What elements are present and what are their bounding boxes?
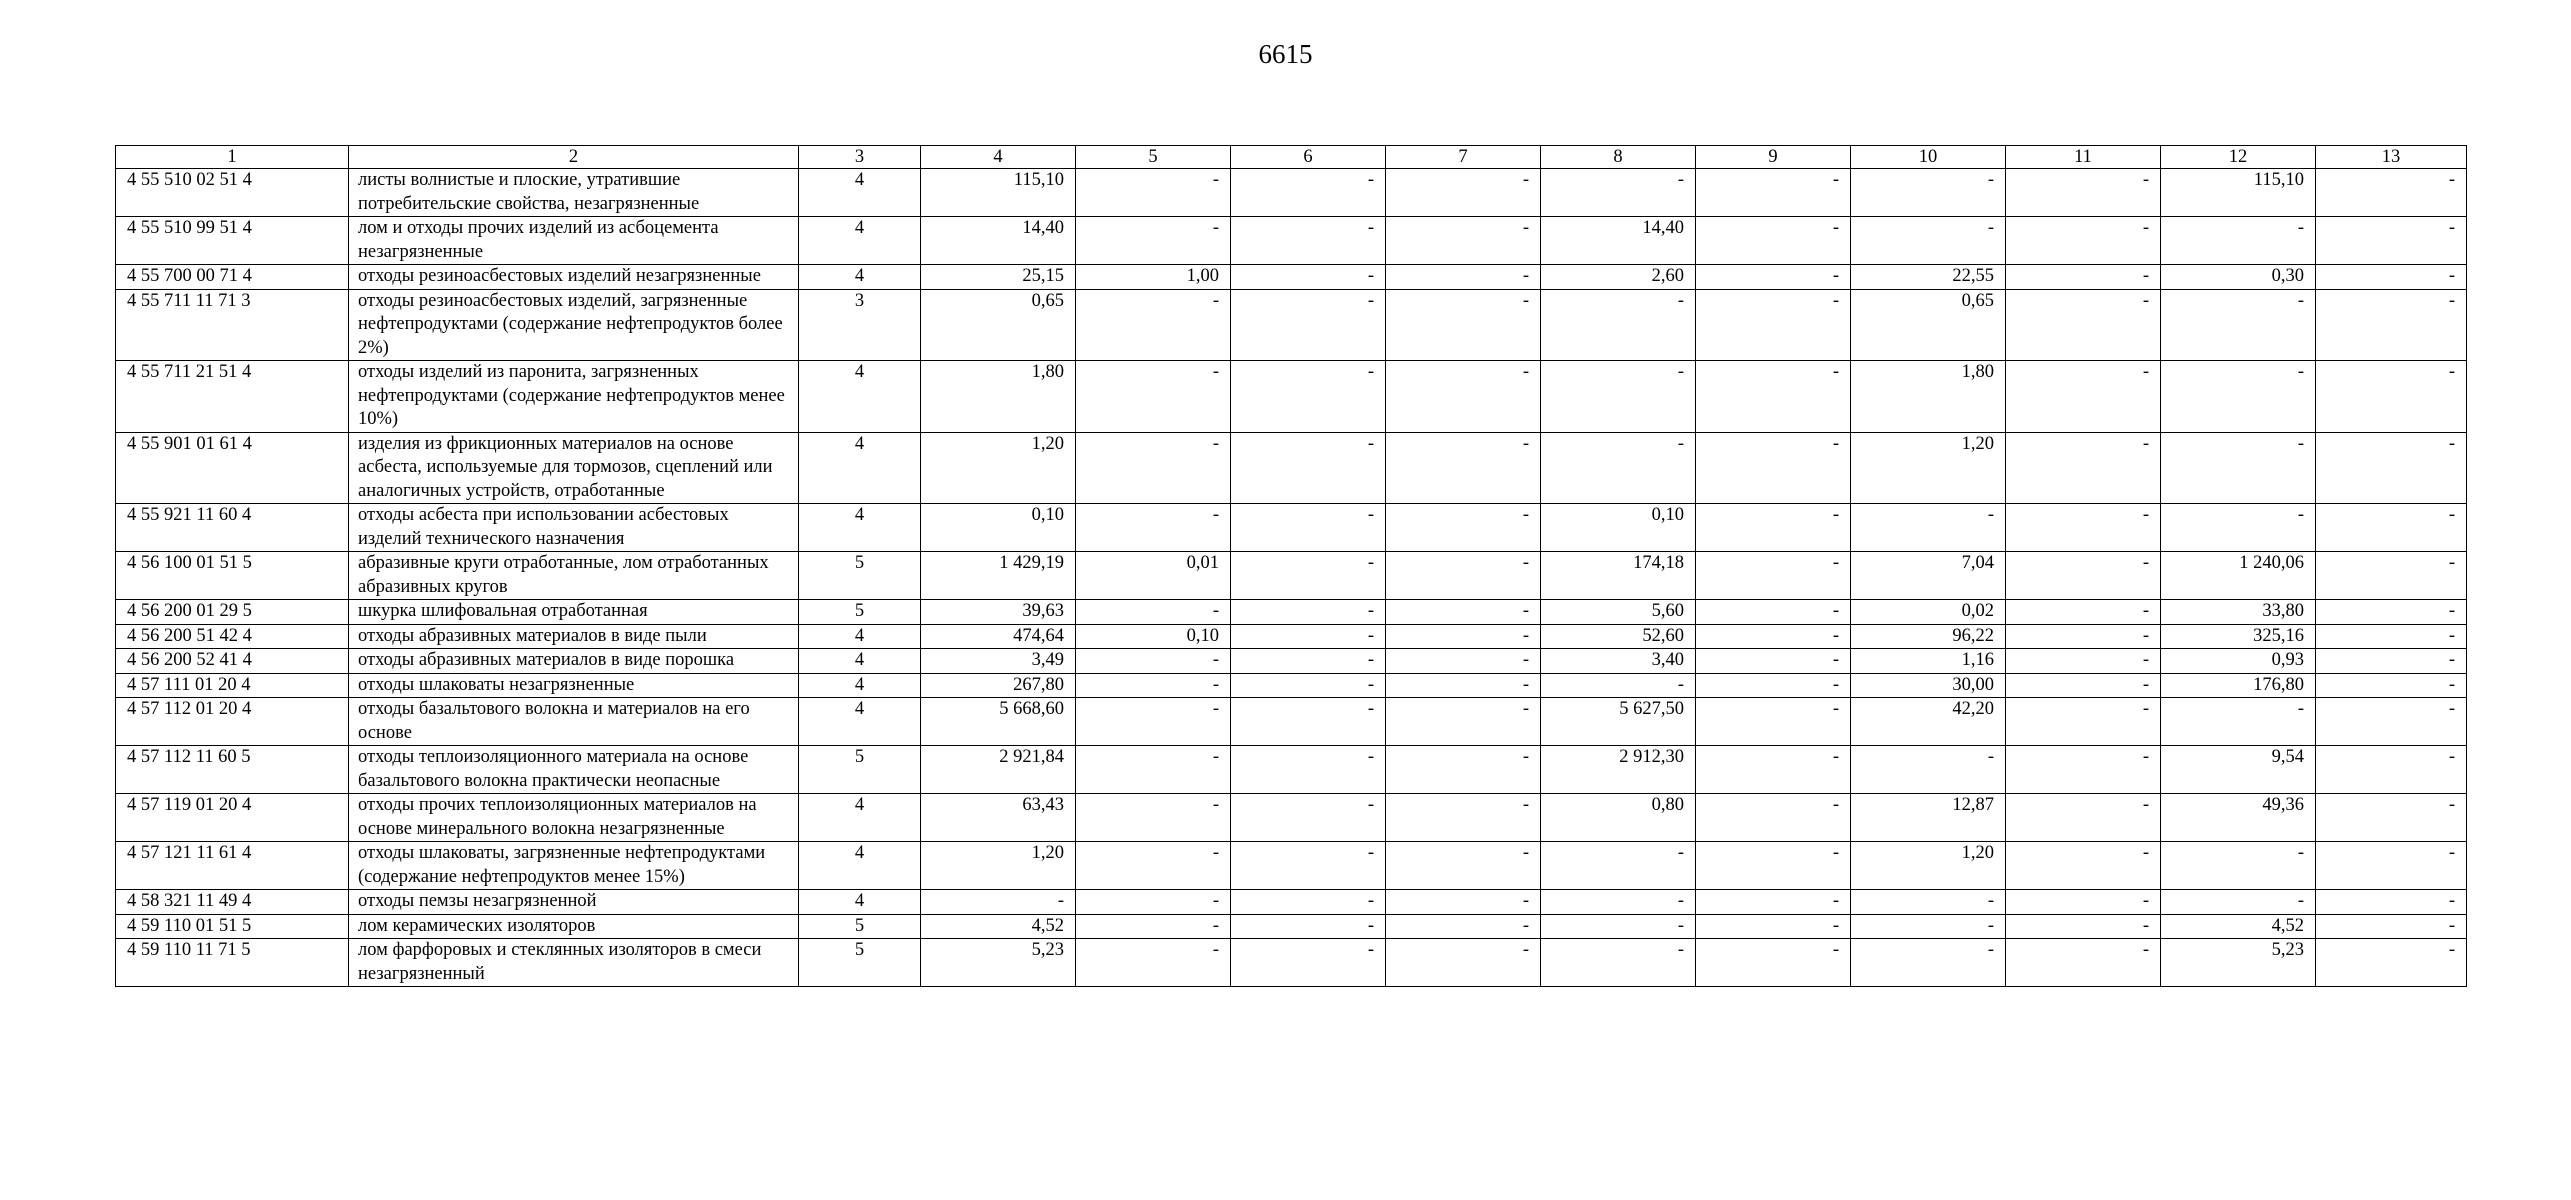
value-cell: - [1231, 361, 1386, 433]
value-cell: - [1386, 361, 1541, 433]
value-cell: - [2161, 432, 2316, 504]
value-cell: 4,52 [921, 914, 1076, 939]
waste-name-cell: отходы изделий из паронита, загрязненных нефтепродуктами (содержание нефтепродуктов менее 10%) [349, 361, 799, 433]
waste-name-cell: шкурка шлифовальная отработанная [349, 600, 799, 625]
value-cell: - [2006, 265, 2161, 290]
value-cell: - [1696, 361, 1851, 433]
value-cell: - [2316, 914, 2467, 939]
value-cell: - [2316, 939, 2467, 987]
waste-code-cell: 4 57 121 11 61 4 [116, 842, 349, 890]
column-header: 6 [1231, 146, 1386, 169]
value-cell: - [1076, 217, 1231, 265]
column-header: 1 [116, 146, 349, 169]
value-cell: - [2006, 890, 2161, 915]
value-cell: - [1851, 504, 2006, 552]
hazard-class-cell: 4 [799, 432, 921, 504]
value-cell: 1 240,06 [2161, 552, 2316, 600]
value-cell: - [2161, 842, 2316, 890]
value-cell: - [1076, 698, 1231, 746]
value-cell: - [1076, 890, 1231, 915]
waste-name-cell: отходы шлаковаты, загрязненные нефтепродуктами (содержание нефтепродуктов менее 15%) [349, 842, 799, 890]
value-cell: - [2161, 217, 2316, 265]
value-cell: - [1231, 504, 1386, 552]
value-cell: 30,00 [1851, 673, 2006, 698]
value-cell: - [1231, 432, 1386, 504]
column-header: 3 [799, 146, 921, 169]
value-cell: 9,54 [2161, 746, 2316, 794]
value-cell: 22,55 [1851, 265, 2006, 290]
value-cell: - [1386, 552, 1541, 600]
waste-code-cell: 4 56 200 52 41 4 [116, 649, 349, 674]
table-row [116, 217, 2467, 265]
value-cell: - [1076, 504, 1231, 552]
value-cell: - [1541, 842, 1696, 890]
value-cell: - [2161, 289, 2316, 361]
waste-name-cell: лом фарфоровых и стеклянных изоляторов в смеси незагрязненный [349, 939, 799, 987]
value-cell: - [1386, 289, 1541, 361]
value-cell: 14,40 [1541, 217, 1696, 265]
waste-name-cell: отходы резиноасбестовых изделий, загрязненные нефтепродуктами (содержание нефтепродуктов более 2%) [349, 289, 799, 361]
value-cell: - [1386, 914, 1541, 939]
value-cell: - [1386, 217, 1541, 265]
waste-code-cell: 4 56 100 01 51 5 [116, 552, 349, 600]
hazard-class-cell: 5 [799, 552, 921, 600]
value-cell: 96,22 [1851, 624, 2006, 649]
hazard-class-cell: 4 [799, 624, 921, 649]
waste-name-cell: отходы абразивных материалов в виде пыли [349, 624, 799, 649]
value-cell: - [1386, 600, 1541, 625]
value-cell: 2,60 [1541, 265, 1696, 290]
value-cell: 0,10 [1076, 624, 1231, 649]
table-row [116, 939, 2467, 987]
value-cell: 49,36 [2161, 794, 2316, 842]
value-cell: 0,01 [1076, 552, 1231, 600]
value-cell: - [2006, 939, 2161, 987]
value-cell: - [1231, 890, 1386, 915]
value-cell: - [1076, 361, 1231, 433]
waste-code-cell: 4 55 711 21 51 4 [116, 361, 349, 433]
value-cell: - [1386, 698, 1541, 746]
value-cell: - [1696, 289, 1851, 361]
value-cell: - [1231, 939, 1386, 987]
value-cell: - [1696, 504, 1851, 552]
value-cell: - [1076, 432, 1231, 504]
value-cell: - [2316, 649, 2467, 674]
value-cell: 0,02 [1851, 600, 2006, 625]
hazard-class-cell: 5 [799, 600, 921, 625]
value-cell: - [1696, 552, 1851, 600]
value-cell: - [1076, 600, 1231, 625]
value-cell: 474,64 [921, 624, 1076, 649]
waste-code-cell: 4 57 111 01 20 4 [116, 673, 349, 698]
table-row [116, 794, 2467, 842]
value-cell: - [1386, 432, 1541, 504]
page-number: 6615 [1258, 39, 1313, 69]
hazard-class-cell: 5 [799, 939, 921, 987]
value-cell: - [1076, 939, 1231, 987]
table-row [116, 432, 2467, 504]
value-cell: - [1696, 600, 1851, 625]
hazard-class-cell: 4 [799, 217, 921, 265]
waste-code-cell: 4 59 110 11 71 5 [116, 939, 349, 987]
waste-code-cell: 4 55 901 01 61 4 [116, 432, 349, 504]
value-cell: - [1541, 289, 1696, 361]
value-cell: - [1541, 890, 1696, 915]
value-cell: 1,20 [1851, 842, 2006, 890]
value-cell: 1,16 [1851, 649, 2006, 674]
value-cell: - [2006, 914, 2161, 939]
value-cell: - [2316, 169, 2467, 217]
value-cell: - [1076, 169, 1231, 217]
hazard-class-cell: 4 [799, 842, 921, 890]
value-cell: 12,87 [1851, 794, 2006, 842]
value-cell: 0,65 [1851, 289, 2006, 361]
value-cell: - [1696, 673, 1851, 698]
value-cell: 7,04 [1851, 552, 2006, 600]
value-cell: - [1851, 169, 2006, 217]
value-cell: 0,10 [1541, 504, 1696, 552]
value-cell: - [1541, 169, 1696, 217]
value-cell: - [2161, 890, 2316, 915]
value-cell: 115,10 [2161, 169, 2316, 217]
value-cell: - [1541, 432, 1696, 504]
value-cell: - [2006, 842, 2161, 890]
hazard-class-cell: 4 [799, 673, 921, 698]
value-cell: - [1386, 890, 1541, 915]
value-cell: 1,20 [1851, 432, 2006, 504]
value-cell: - [2316, 624, 2467, 649]
value-cell: - [1076, 649, 1231, 674]
waste-name-cell: отходы теплоизоляционного материала на основе базальтового волокна практически неопасные [349, 746, 799, 794]
value-cell: 1,20 [921, 432, 1076, 504]
table-row [116, 624, 2467, 649]
hazard-class-cell: 5 [799, 746, 921, 794]
column-header: 8 [1541, 146, 1696, 169]
waste-table [115, 145, 2467, 987]
waste-name-cell: лом и отходы прочих изделий из асбоцемента незагрязненные [349, 217, 799, 265]
value-cell: - [1231, 624, 1386, 649]
value-cell: - [2161, 698, 2316, 746]
value-cell: 2 921,84 [921, 746, 1076, 794]
value-cell: - [2316, 504, 2467, 552]
value-cell: 5,23 [2161, 939, 2316, 987]
waste-name-cell: отходы базальтового волокна и материалов на его основе [349, 698, 799, 746]
table-row [116, 914, 2467, 939]
column-header: 12 [2161, 146, 2316, 169]
value-cell: - [1076, 842, 1231, 890]
value-cell: - [1386, 939, 1541, 987]
value-cell: 3,40 [1541, 649, 1696, 674]
value-cell: 5,23 [921, 939, 1076, 987]
value-cell: - [2316, 432, 2467, 504]
waste-code-cell: 4 55 700 00 71 4 [116, 265, 349, 290]
hazard-class-cell: 4 [799, 361, 921, 433]
value-cell: - [1386, 624, 1541, 649]
value-cell: - [1386, 673, 1541, 698]
value-cell: - [2316, 552, 2467, 600]
waste-code-cell: 4 55 510 02 51 4 [116, 169, 349, 217]
waste-code-cell: 4 55 711 11 71 3 [116, 289, 349, 361]
value-cell: - [1696, 794, 1851, 842]
waste-name-cell: отходы прочих теплоизоляционных материалов на основе минерального волокна незагрязненные [349, 794, 799, 842]
value-cell: - [1231, 289, 1386, 361]
table-row [116, 361, 2467, 433]
table-row [116, 169, 2467, 217]
table-row [116, 600, 2467, 625]
value-cell: - [2316, 361, 2467, 433]
value-cell: - [2316, 265, 2467, 290]
value-cell: - [2161, 361, 2316, 433]
column-header: 7 [1386, 146, 1541, 169]
value-cell: 39,63 [921, 600, 1076, 625]
value-cell: - [1386, 842, 1541, 890]
waste-name-cell: отходы резиноасбестовых изделий незагрязненные [349, 265, 799, 290]
value-cell: - [1076, 673, 1231, 698]
column-header: 4 [921, 146, 1076, 169]
value-cell: - [1386, 649, 1541, 674]
value-cell: - [1541, 914, 1696, 939]
waste-code-cell: 4 56 200 51 42 4 [116, 624, 349, 649]
hazard-class-cell: 4 [799, 890, 921, 915]
value-cell: 1,80 [921, 361, 1076, 433]
hazard-class-cell: 5 [799, 914, 921, 939]
value-cell: 2 912,30 [1541, 746, 1696, 794]
value-cell: - [2006, 624, 2161, 649]
value-cell: - [2006, 698, 2161, 746]
value-cell: - [1386, 794, 1541, 842]
value-cell: - [921, 890, 1076, 915]
waste-name-cell: изделия из фрикционных материалов на основе асбеста, используемые для тормозов, сцеплений или аналогичных устройств, отработанные [349, 432, 799, 504]
waste-name-cell: абразивные круги отработанные, лом отработанных абразивных кругов [349, 552, 799, 600]
value-cell: - [1386, 746, 1541, 794]
value-cell: 33,80 [2161, 600, 2316, 625]
value-cell: 1 429,19 [921, 552, 1076, 600]
value-cell: 4,52 [2161, 914, 2316, 939]
value-cell: - [2316, 673, 2467, 698]
waste-name-cell: отходы шлаковаты незагрязненные [349, 673, 799, 698]
value-cell: 0,93 [2161, 649, 2316, 674]
value-cell: - [2316, 600, 2467, 625]
value-cell: - [2006, 794, 2161, 842]
value-cell: - [1696, 890, 1851, 915]
waste-name-cell: отходы абразивных материалов в виде порошка [349, 649, 799, 674]
table-row [116, 649, 2467, 674]
value-cell: - [2316, 794, 2467, 842]
value-cell: - [1696, 698, 1851, 746]
value-cell: - [2006, 217, 2161, 265]
column-header: 5 [1076, 146, 1231, 169]
value-cell: 267,80 [921, 673, 1076, 698]
value-cell: - [2316, 890, 2467, 915]
value-cell: - [1696, 432, 1851, 504]
value-cell: - [1076, 794, 1231, 842]
value-cell: - [1231, 217, 1386, 265]
value-cell: - [1851, 217, 2006, 265]
value-cell: - [1076, 289, 1231, 361]
value-cell: - [2161, 504, 2316, 552]
value-cell: 174,18 [1541, 552, 1696, 600]
value-cell: 0,10 [921, 504, 1076, 552]
value-cell: - [1851, 746, 2006, 794]
value-cell: - [1076, 914, 1231, 939]
value-cell: - [1851, 914, 2006, 939]
table-row [116, 698, 2467, 746]
hazard-class-cell: 4 [799, 649, 921, 674]
value-cell: 14,40 [921, 217, 1076, 265]
table-row [116, 265, 2467, 290]
waste-code-cell: 4 56 200 01 29 5 [116, 600, 349, 625]
value-cell: - [1386, 504, 1541, 552]
value-cell: - [1541, 361, 1696, 433]
hazard-class-cell: 4 [799, 265, 921, 290]
value-cell: 0,30 [2161, 265, 2316, 290]
value-cell: - [1231, 746, 1386, 794]
table-row [116, 890, 2467, 915]
value-cell: 0,65 [921, 289, 1076, 361]
value-cell: - [1696, 939, 1851, 987]
waste-code-cell: 4 55 510 99 51 4 [116, 217, 349, 265]
value-cell: - [2006, 746, 2161, 794]
value-cell: - [2316, 217, 2467, 265]
value-cell: - [1231, 169, 1386, 217]
value-cell: - [2316, 842, 2467, 890]
value-cell: - [2316, 746, 2467, 794]
table-row [116, 746, 2467, 794]
value-cell: - [1696, 842, 1851, 890]
value-cell: - [2006, 432, 2161, 504]
value-cell: - [1231, 794, 1386, 842]
value-cell: - [1231, 600, 1386, 625]
value-cell: 115,10 [921, 169, 1076, 217]
hazard-class-cell: 4 [799, 698, 921, 746]
value-cell: - [1231, 698, 1386, 746]
value-cell: - [2006, 649, 2161, 674]
waste-code-cell: 4 59 110 01 51 5 [116, 914, 349, 939]
value-cell: 1,00 [1076, 265, 1231, 290]
value-cell: - [1696, 649, 1851, 674]
value-cell: 3,49 [921, 649, 1076, 674]
value-cell: - [1696, 914, 1851, 939]
value-cell: - [2006, 673, 2161, 698]
value-cell: - [1696, 624, 1851, 649]
waste-name-cell: листы волнистые и плоские, утратившие потребительские свойства, незагрязненные [349, 169, 799, 217]
waste-code-cell: 4 57 119 01 20 4 [116, 794, 349, 842]
value-cell: 5,60 [1541, 600, 1696, 625]
value-cell: 0,80 [1541, 794, 1696, 842]
column-header: 11 [2006, 146, 2161, 169]
value-cell: - [1231, 649, 1386, 674]
table-row [116, 842, 2467, 890]
value-cell: - [1076, 746, 1231, 794]
value-cell: - [2006, 169, 2161, 217]
waste-name-cell: отходы асбеста при использовании асбестовых изделий технического назначения [349, 504, 799, 552]
waste-code-cell: 4 58 321 11 49 4 [116, 890, 349, 915]
hazard-class-cell: 4 [799, 169, 921, 217]
column-header: 9 [1696, 146, 1851, 169]
value-cell: - [1231, 552, 1386, 600]
value-cell: - [1231, 914, 1386, 939]
value-cell: - [1696, 746, 1851, 794]
value-cell: 52,60 [1541, 624, 1696, 649]
hazard-class-cell: 4 [799, 794, 921, 842]
value-cell: - [2006, 289, 2161, 361]
hazard-class-cell: 3 [799, 289, 921, 361]
value-cell: - [2316, 698, 2467, 746]
value-cell: 325,16 [2161, 624, 2316, 649]
column-number-row [116, 146, 2467, 169]
value-cell: - [1851, 890, 2006, 915]
value-cell: 1,80 [1851, 361, 2006, 433]
value-cell: - [1231, 842, 1386, 890]
column-header: 2 [349, 146, 799, 169]
waste-code-cell: 4 57 112 01 20 4 [116, 698, 349, 746]
waste-name-cell: лом керамических изоляторов [349, 914, 799, 939]
hazard-class-cell: 4 [799, 504, 921, 552]
value-cell: - [1386, 265, 1541, 290]
waste-code-cell: 4 57 112 11 60 5 [116, 746, 349, 794]
value-cell: 176,80 [2161, 673, 2316, 698]
value-cell: 5 668,60 [921, 698, 1076, 746]
value-cell: - [2006, 600, 2161, 625]
value-cell: - [2316, 289, 2467, 361]
column-header: 13 [2316, 146, 2467, 169]
table-row [116, 673, 2467, 698]
value-cell: - [1386, 169, 1541, 217]
value-cell: - [1696, 169, 1851, 217]
value-cell: - [2006, 552, 2161, 600]
value-cell: - [2006, 504, 2161, 552]
value-cell: - [1541, 939, 1696, 987]
value-cell: - [1696, 265, 1851, 290]
waste-code-cell: 4 55 921 11 60 4 [116, 504, 349, 552]
table-row [116, 289, 2467, 361]
value-cell: - [2006, 361, 2161, 433]
value-cell: 63,43 [921, 794, 1076, 842]
value-cell: - [1851, 939, 2006, 987]
waste-name-cell: отходы пемзы незагрязненной [349, 890, 799, 915]
value-cell: 1,20 [921, 842, 1076, 890]
table-row [116, 552, 2467, 600]
value-cell: 5 627,50 [1541, 698, 1696, 746]
column-header: 10 [1851, 146, 2006, 169]
value-cell: - [1231, 265, 1386, 290]
value-cell: - [1541, 673, 1696, 698]
value-cell: - [1231, 673, 1386, 698]
value-cell: 42,20 [1851, 698, 2006, 746]
table-row [116, 504, 2467, 552]
value-cell: - [1696, 217, 1851, 265]
value-cell: 25,15 [921, 265, 1076, 290]
